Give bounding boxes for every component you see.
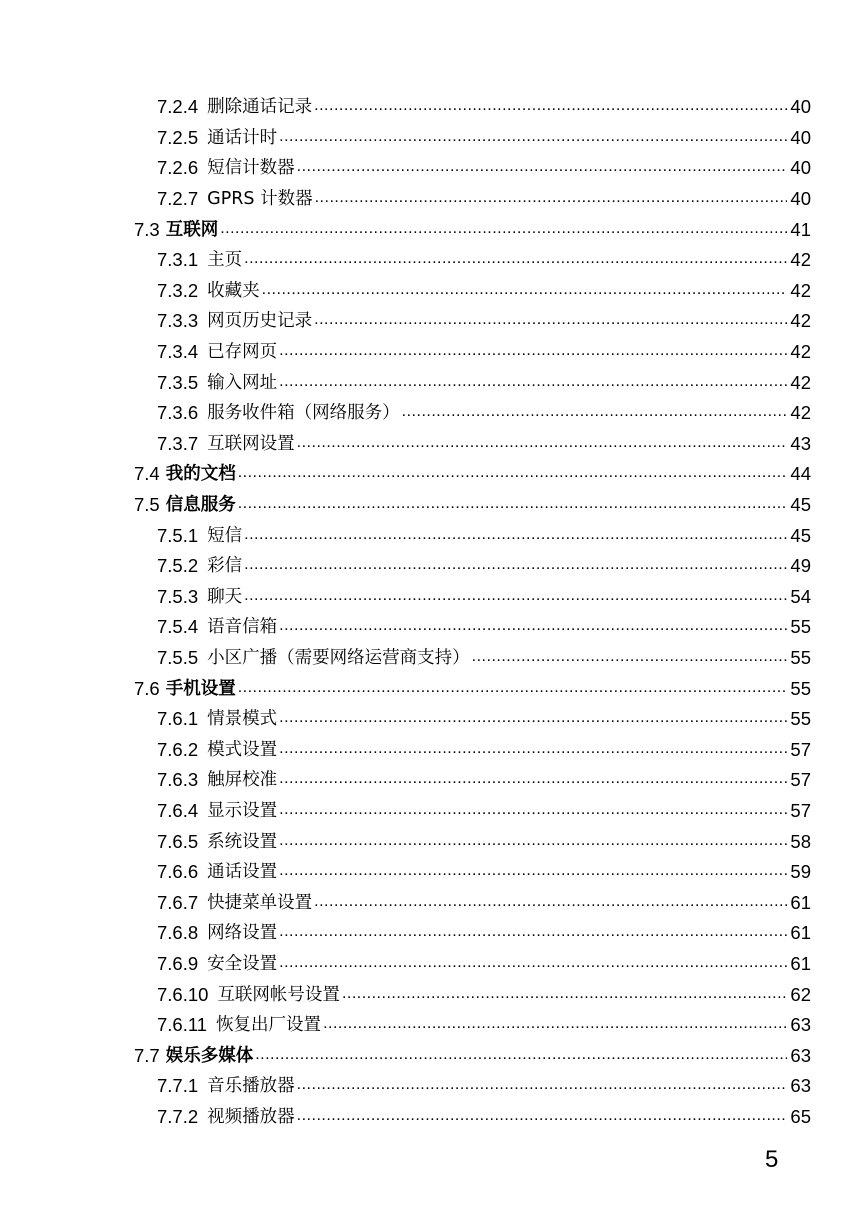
toc-entry-number: 7.6.5 — [157, 830, 199, 852]
page-number: 5 — [765, 1146, 779, 1173]
toc-section-entry[interactable] — [0, 214, 868, 245]
toc-entry-page: 57 — [790, 799, 811, 821]
toc-entry-line — [157, 1013, 811, 1037]
toc-entry-title: 网页历史记录 — [207, 311, 313, 332]
toc-entry-line — [157, 768, 811, 792]
toc-entry-title: GPRS 计数器 — [207, 189, 313, 210]
toc-entry-page: 49 — [790, 555, 811, 577]
toc-entry-number: 7.6.4 — [157, 799, 199, 821]
toc-entry-title: 我的文档 — [165, 464, 236, 485]
toc-entry-title: 互联网帐号设置 — [217, 984, 340, 1005]
toc-subsection-entry[interactable] — [0, 1071, 868, 1102]
dot-leader — [244, 523, 787, 547]
toc-subsection-entry[interactable] — [0, 1010, 868, 1041]
toc-entry-title: 小区广播（需要网络运营商支持） — [207, 647, 470, 668]
toc-entry-line — [157, 554, 811, 578]
toc-entry-line — [157, 646, 811, 670]
toc-entry-number: 7.2.7 — [157, 188, 199, 210]
toc-subsection-entry[interactable] — [0, 1102, 868, 1133]
toc-entry-page: 42 — [790, 279, 811, 301]
toc-entry-title: 快捷菜单设置 — [207, 892, 313, 913]
toc-subsection-entry[interactable] — [0, 245, 868, 276]
dot-leader — [238, 461, 787, 485]
toc-entry-page: 41 — [790, 218, 811, 240]
dot-leader — [238, 676, 787, 700]
dot-leader — [279, 706, 787, 730]
toc-entry-line — [157, 952, 811, 976]
dot-leader — [244, 584, 787, 608]
toc-entry-title: 已存网页 — [207, 342, 278, 363]
toc-entry-line — [134, 1044, 811, 1068]
dot-leader — [297, 431, 787, 455]
toc-entry-title: 手机设置 — [165, 678, 236, 699]
toc-subsection-entry[interactable] — [0, 949, 868, 980]
toc-entry-page: 61 — [790, 922, 811, 944]
toc-entry-line — [157, 126, 811, 150]
toc-entry-title: 服务收件箱（网络服务） — [207, 403, 400, 424]
toc-entry-number: 7.6.9 — [157, 952, 199, 974]
toc-entry-number: 7.6.6 — [157, 861, 199, 883]
toc-entry-line — [157, 371, 811, 395]
toc-entry-page: 55 — [790, 677, 811, 699]
toc-entry-page: 40 — [790, 126, 811, 148]
toc-entry-page: 61 — [790, 891, 811, 913]
toc-entry-line — [157, 891, 811, 915]
toc-entry-line — [157, 401, 811, 425]
toc-entry-title: 音乐播放器 — [207, 1076, 295, 1097]
toc-entry-page: 55 — [790, 616, 811, 638]
toc-entry-line — [157, 156, 811, 180]
toc-entry-title: 显示设置 — [207, 800, 278, 821]
toc-entry-number: 7.3 — [134, 218, 160, 240]
toc-entry-number: 7.6.2 — [157, 738, 199, 760]
toc-subsection-entry[interactable] — [0, 979, 868, 1010]
toc-entry-title: 短信 — [207, 525, 243, 546]
toc-subsection-entry[interactable] — [0, 184, 868, 215]
dot-leader — [279, 920, 787, 944]
dot-leader — [279, 798, 787, 822]
toc-section-entry[interactable] — [0, 673, 868, 704]
toc-subsection-entry[interactable] — [0, 306, 868, 337]
toc-subsection-entry[interactable] — [0, 398, 868, 429]
toc-entry-page: 42 — [790, 310, 811, 332]
toc-entry-line — [134, 462, 811, 486]
toc-entry-title: 通话设置 — [207, 862, 278, 883]
toc-entry-title: 模式设置 — [207, 739, 278, 760]
toc-entry-page: 55 — [790, 708, 811, 730]
toc-subsection-entry[interactable] — [0, 887, 868, 918]
dot-leader — [314, 308, 787, 332]
toc-entry-line — [157, 432, 811, 456]
toc-entry-title: 删除通话记录 — [207, 97, 313, 118]
toc-entry-page: 54 — [790, 585, 811, 607]
dot-leader — [297, 1104, 787, 1128]
toc-entry-number: 7.2.5 — [157, 126, 199, 148]
toc-entry-number: 7.6.11 — [157, 1014, 208, 1036]
toc-entry-number: 7.7.1 — [157, 1075, 199, 1097]
toc-entry-page: 63 — [790, 1014, 811, 1036]
toc-entry-title: 主页 — [207, 250, 243, 271]
toc-subsection-entry[interactable] — [0, 796, 868, 827]
toc-entry-line — [157, 707, 811, 731]
toc-entry-page: 44 — [790, 463, 811, 485]
toc-entry-number: 7.3.2 — [157, 279, 199, 301]
toc-subsection-entry[interactable] — [0, 765, 868, 796]
toc-entry-title: 娱乐多媒体 — [165, 1045, 254, 1066]
toc-entry-number: 7.3.7 — [157, 432, 199, 454]
dot-leader — [297, 1073, 787, 1097]
dot-leader — [238, 492, 787, 516]
table-of-contents — [0, 92, 868, 1132]
toc-entry-number: 7.3.4 — [157, 341, 199, 363]
dot-leader — [262, 278, 787, 302]
toc-subsection-entry[interactable] — [0, 612, 868, 643]
toc-subsection-entry[interactable] — [0, 276, 868, 307]
dot-leader — [279, 614, 787, 638]
toc-entry-line — [157, 248, 811, 272]
toc-subsection-entry[interactable] — [0, 582, 868, 613]
toc-subsection-entry[interactable] — [0, 918, 868, 949]
toc-entry-number: 7.2.6 — [157, 157, 199, 179]
dot-leader — [297, 155, 787, 179]
toc-entry-line — [157, 95, 811, 119]
toc-entry-page: 63 — [790, 1044, 811, 1066]
dot-leader — [279, 125, 787, 149]
toc-entry-line — [157, 860, 811, 884]
toc-section-entry[interactable] — [0, 459, 868, 490]
toc-subsection-entry[interactable] — [0, 123, 868, 154]
toc-entry-line — [157, 585, 811, 609]
toc-entry-number: 7.5.1 — [157, 524, 199, 546]
toc-entry-number: 7.3.3 — [157, 310, 199, 332]
toc-entry-title: 收藏夹 — [207, 280, 260, 301]
toc-entry-line — [157, 615, 811, 639]
toc-entry-number: 7.5.5 — [157, 646, 199, 668]
toc-entry-number: 7.7.2 — [157, 1105, 199, 1127]
toc-section-entry[interactable] — [0, 1040, 868, 1071]
toc-entry-title: 互联网 — [165, 219, 219, 240]
toc-entry-line — [157, 279, 811, 303]
toc-entry-page: 40 — [790, 157, 811, 179]
toc-entry-number: 7.3.1 — [157, 249, 199, 271]
toc-entry-number: 7.3.6 — [157, 402, 199, 424]
toc-entry-page: 42 — [790, 249, 811, 271]
toc-entry-number: 7.5.4 — [157, 616, 199, 638]
dot-leader — [279, 767, 787, 791]
toc-entry-page: 40 — [790, 96, 811, 118]
dot-leader — [402, 400, 787, 424]
dot-leader — [279, 859, 787, 883]
dot-leader — [255, 1043, 787, 1067]
toc-entry-title: 系统设置 — [207, 831, 278, 852]
dot-leader — [314, 890, 787, 914]
toc-entry-title: 视频播放器 — [207, 1106, 295, 1127]
toc-subsection-entry[interactable] — [0, 92, 868, 123]
toc-entry-title: 短信计数器 — [207, 158, 295, 179]
toc-entry-page: 45 — [790, 524, 811, 546]
toc-entry-title: 触屏校准 — [207, 770, 278, 791]
toc-entry-title: 语音信箱 — [207, 617, 278, 638]
toc-entry-line — [157, 830, 811, 854]
toc-entry-page: 57 — [790, 769, 811, 791]
toc-entry-page: 40 — [790, 188, 811, 210]
toc-entry-title: 聊天 — [207, 586, 243, 607]
toc-entry-number: 7.5.2 — [157, 555, 199, 577]
toc-subsection-entry[interactable] — [0, 704, 868, 735]
toc-entry-title: 安全设置 — [207, 953, 278, 974]
toc-entry-title: 输入网址 — [207, 372, 278, 393]
toc-entry-line — [157, 309, 811, 333]
toc-section-entry[interactable] — [0, 490, 868, 521]
toc-entry-page: 43 — [790, 432, 811, 454]
toc-entry-title: 信息服务 — [165, 495, 236, 516]
dot-leader — [279, 737, 787, 761]
toc-entry-line — [157, 524, 811, 548]
toc-subsection-entry[interactable] — [0, 429, 868, 460]
toc-entry-line — [157, 799, 811, 823]
dot-leader — [279, 370, 787, 394]
toc-entry-line — [134, 493, 811, 517]
dot-leader — [279, 829, 787, 853]
toc-entry-page: 42 — [790, 341, 811, 363]
toc-entry-number: 7.6.3 — [157, 769, 199, 791]
toc-entry-line — [157, 187, 811, 211]
toc-entry-page: 55 — [790, 646, 811, 668]
dot-leader — [244, 247, 787, 271]
toc-entry-title: 恢复出厂设置 — [216, 1015, 322, 1036]
toc-entry-page: 65 — [790, 1105, 811, 1127]
toc-entry-line — [134, 677, 811, 701]
toc-entry-page: 62 — [790, 983, 811, 1005]
dot-leader — [279, 951, 787, 975]
toc-entry-page: 42 — [790, 402, 811, 424]
dot-leader — [220, 217, 787, 241]
toc-subsection-entry[interactable] — [0, 520, 868, 551]
toc-entry-number: 7.6.1 — [157, 708, 199, 730]
dot-leader — [323, 1012, 787, 1036]
toc-entry-title: 彩信 — [207, 556, 243, 577]
toc-entry-number: 7.5.3 — [157, 585, 199, 607]
toc-subsection-entry[interactable] — [0, 857, 868, 888]
dot-leader — [279, 339, 787, 363]
toc-subsection-entry[interactable] — [0, 643, 868, 674]
toc-entry-number: 7.5 — [134, 494, 160, 516]
toc-entry-page: 58 — [790, 830, 811, 852]
toc-entry-page: 42 — [790, 371, 811, 393]
toc-subsection-entry[interactable] — [0, 551, 868, 582]
toc-subsection-entry[interactable] — [0, 826, 868, 857]
dot-leader — [315, 186, 787, 210]
toc-subsection-entry[interactable] — [0, 734, 868, 765]
toc-subsection-entry[interactable] — [0, 337, 868, 368]
dot-leader — [472, 645, 787, 669]
toc-entry-line — [157, 738, 811, 762]
toc-entry-page: 63 — [790, 1075, 811, 1097]
toc-entry-number: 7.7 — [134, 1044, 160, 1066]
toc-entry-number: 7.2.4 — [157, 96, 199, 118]
toc-subsection-entry[interactable] — [0, 367, 868, 398]
toc-entry-line — [157, 340, 811, 364]
toc-entry-number: 7.3.5 — [157, 371, 199, 393]
toc-entry-line — [157, 921, 811, 945]
toc-subsection-entry[interactable] — [0, 153, 868, 184]
dot-leader — [314, 94, 787, 118]
toc-entry-line — [157, 1105, 811, 1129]
toc-entry-number: 7.4 — [134, 463, 160, 485]
toc-entry-number: 7.6 — [134, 677, 160, 699]
toc-entry-line — [157, 983, 811, 1007]
toc-entry-title: 网络设置 — [207, 923, 278, 944]
toc-entry-number: 7.6.7 — [157, 891, 199, 913]
toc-entry-number: 7.6.10 — [157, 983, 209, 1005]
toc-entry-page: 59 — [790, 861, 811, 883]
toc-entry-title: 情景模式 — [207, 709, 278, 730]
toc-entry-line — [157, 1074, 811, 1098]
toc-entry-title: 互联网设置 — [207, 433, 295, 454]
toc-entry-page: 61 — [790, 952, 811, 974]
toc-entry-page: 57 — [790, 738, 811, 760]
toc-entry-page: 45 — [790, 494, 811, 516]
toc-entry-title: 通话计时 — [207, 127, 278, 148]
toc-entry-number: 7.6.8 — [157, 922, 199, 944]
dot-leader — [244, 553, 787, 577]
dot-leader — [342, 982, 787, 1006]
toc-entry-line — [134, 218, 811, 242]
